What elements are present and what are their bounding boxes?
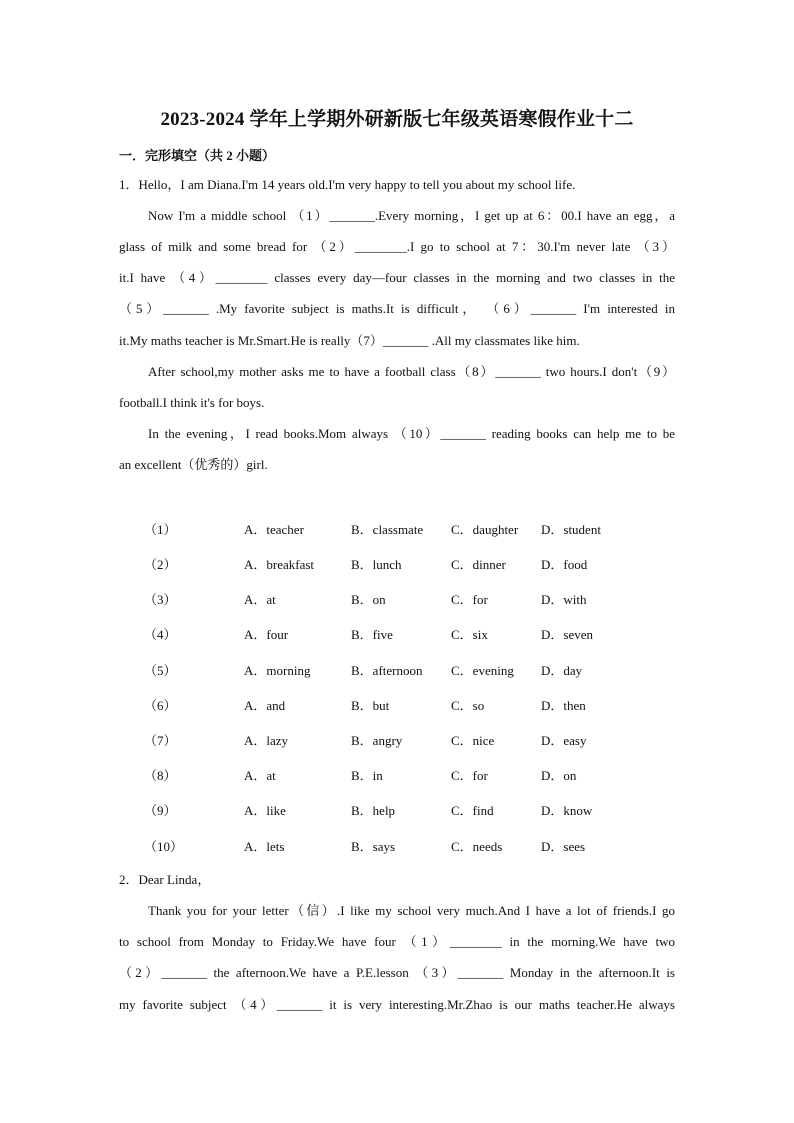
option-c: C．evening: [451, 663, 514, 678]
option-d: D．on: [541, 768, 577, 783]
option-d: D．student: [541, 522, 601, 537]
option-b: B．lunch: [351, 557, 402, 572]
option-c: C．for: [451, 768, 488, 783]
option-a: A．like: [244, 803, 286, 818]
option-c: C．needs: [451, 839, 503, 854]
q2-line: 2．Dear Linda，: [119, 872, 211, 887]
option-b: B．but: [351, 698, 390, 713]
q1-line: glass of milk and some bread for （2）________.I go to school at 7：30.I'm never late （3）: [119, 239, 675, 254]
q1-line: After school,my mother asks me to have a football class（8）_______ two hours.I don't（9）: [148, 364, 675, 379]
q2-line: （2）_______ the afternoon.We have a P.E.lesson （3）_______ Monday in the afternoon.It is: [119, 965, 675, 980]
option-number: （6）: [144, 698, 177, 713]
option-d: D．day: [541, 663, 583, 678]
option-d: D．food: [541, 557, 588, 572]
option-d: D．sees: [541, 839, 586, 854]
option-b: B．afternoon: [351, 663, 423, 678]
option-b: B．angry: [351, 733, 403, 748]
q1-line: it.My maths teacher is Mr.Smart.He is really（7）_______ .All my classmates like him.: [119, 333, 580, 348]
q1-line: football.I think it's for boys.: [119, 395, 265, 410]
option-a: A．morning: [244, 663, 311, 678]
option-a: A．lazy: [244, 733, 289, 748]
q1-line: （5）_______ .My favorite subject is maths.It is difficult， （6）_______ I'm interested in: [119, 301, 675, 316]
option-d: D．with: [541, 592, 587, 607]
q1-line: an excellent（优秀的）girl.: [119, 457, 268, 472]
option-c: C．for: [451, 592, 488, 607]
q2-line: to school from Monday to Friday.We have four （1）________ in the morning.We have two: [119, 934, 675, 949]
option-number: （4）: [144, 627, 177, 642]
option-a: A．at: [244, 768, 276, 783]
option-number: （7）: [144, 733, 177, 748]
option-number: （3）: [144, 592, 177, 607]
option-number: （10）: [144, 839, 184, 854]
option-a: A．breakfast: [244, 557, 315, 572]
option-a: A．and: [244, 698, 286, 713]
page-title: 2023-2024 学年上学期外研新版七年级英语寒假作业十二: [160, 109, 634, 130]
section-heading: 一．完形填空（共 2 小题）: [119, 148, 276, 163]
q2-line: my favorite subject （4）_______ it is very interesting.Mr.Zhao is our maths teacher.He always: [119, 997, 675, 1012]
option-c: C．daughter: [451, 522, 519, 537]
option-a: A．at: [244, 592, 276, 607]
option-b: B．on: [351, 592, 386, 607]
option-c: C．nice: [451, 733, 495, 748]
q1-line: In the evening，I read books.Mom always （10）_______ reading books can help me to be: [148, 426, 675, 441]
option-a: A．teacher: [244, 522, 304, 537]
option-b: B．classmate: [351, 522, 424, 537]
option-b: B．help: [351, 803, 396, 818]
q2-line: Thank you for your letter（信）.I like my school very much.And I have a lot of friends.I go: [148, 903, 675, 918]
option-d: D．seven: [541, 627, 593, 642]
option-c: C．so: [451, 698, 485, 713]
q1-line: 1．Hello，I am Diana.I'm 14 years old.I'm very happy to tell you about my school life.: [119, 177, 576, 192]
option-number: （1）: [144, 522, 177, 537]
option-b: B．five: [351, 627, 393, 642]
option-number: （2）: [144, 557, 177, 572]
option-d: D．know: [541, 803, 593, 818]
option-d: D．then: [541, 698, 586, 713]
option-number: （9）: [144, 803, 177, 818]
q1-line: it.I have （4）________ classes every day—four classes in the morning and two classes in the: [119, 270, 675, 285]
option-number: （5）: [144, 663, 177, 678]
option-c: C．find: [451, 803, 494, 818]
option-a: A．four: [244, 627, 289, 642]
option-b: B．says: [351, 839, 396, 854]
option-c: C．dinner: [451, 557, 506, 572]
q1-line: Now I'm a middle school （1）_______.Every morning，I get up at 6：00.I have an egg，a: [148, 208, 675, 223]
option-b: B．in: [351, 768, 383, 783]
option-c: C．six: [451, 627, 488, 642]
option-a: A．lets: [244, 839, 285, 854]
option-number: （8）: [144, 768, 177, 783]
option-d: D．easy: [541, 733, 587, 748]
